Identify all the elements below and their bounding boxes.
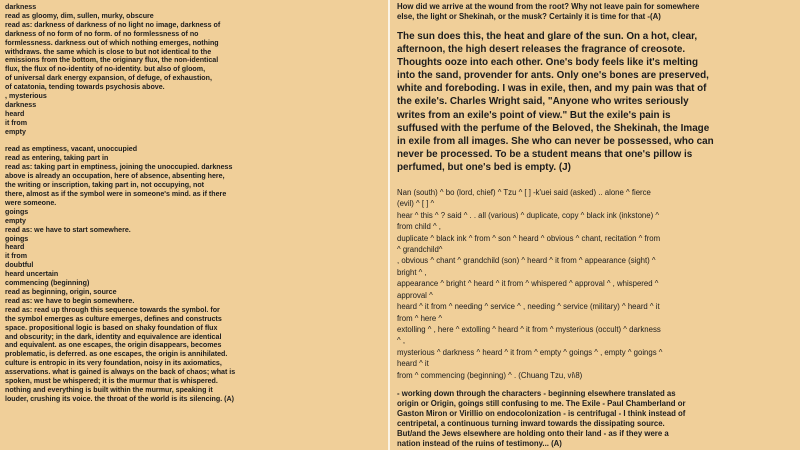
desert-exile-passage [397,30,795,174]
text-line: from ^ commencing (beginning) ^ . (Chuang Tzu, vi\8) [397,370,583,380]
text-line: origin or Origin, goings still confusing to me. The Exile - Paul Chamberland or [397,399,686,409]
text-line: goings [5,234,29,243]
text-line: empty [5,216,26,225]
text-line: doubtful [5,261,34,270]
text-line: were someone. [5,198,57,207]
text-line: read as: read up through this sequence towards the symbol. for [5,305,220,314]
text-line: white and foreboding. I was in exile, then, and my pain was that of [397,83,707,95]
text-line: afternoon, the high desert releases the fragrance of creosote. [397,44,686,56]
text-line: flux, the flux of no-identity of no-identity. but also of gloom, [5,65,206,74]
text-line: spoken, must be whispered; it is the murmur that is whispered. [5,377,218,386]
text-line: nothing and everything is built within the murmur, speaking it [5,385,213,394]
column-divider [388,0,390,450]
text-line: formlessness. darkness out of which nothing emerges, nothing [5,38,219,47]
left-paragraph [5,145,383,403]
text-line: louder, crushing its voice. the throat of the world is its silencing. (A) [5,394,234,403]
text-line: Gaston Miron or Virillio on endocolonization - is centrifugal - I think instead of [397,409,686,419]
text-line: there, almost as if the symbol were in someone's mind. as if there [5,190,227,199]
text-line: read as entering, taking part in [5,154,109,163]
text-line: from ^ here ^ [397,313,443,323]
text-line: of universal dark energy expansion, of defuge, of exhaustion, [5,74,212,83]
text-line: ^ grandchild^ [397,245,443,255]
text-line: (evil) ^ [ ] ^ [397,199,435,209]
text-line: and equivalent. as one escapes, the origin disappears, becomes [5,341,222,350]
text-line: else, the light or Shekinah, or the musk? Certainly it is time for that -(A) [397,12,661,21]
text-line: asservations. what is gained is always on the back of chaos; what is [5,368,236,377]
text-line: Nan (south) ^ bo (lord, chief) ^ Tzu ^ [ ] -k'uei said (asked) .. alone ^ fierce [397,188,651,198]
text-line: duplicate ^ black ink ^ from ^ son ^ heard ^ obvious ^ chant, recitation ^ from [397,233,661,243]
text-line: , mysterious [5,92,47,101]
text-line: the symbol emerges as culture emerges, defines and constructs [5,314,222,323]
text-line: read as emptiness, vacant, unoccupied [5,145,138,154]
text-line: nation instead of the ruins of testimony... (A) [397,439,562,449]
text-line: appearance ^ bright ^ heard ^ it from ^ whispered ^ approval ^ , whispered ^ [397,279,659,289]
left-paragraph [5,3,383,137]
paragraph-gap [5,137,383,146]
text-line: hear ^ this ^ ? said ^ . . all (various) ^ duplicate, copy ^ black ink (inkstone) ^ [397,210,660,220]
text-line: emissions from the bottom, the originary flux, the non-identical [5,56,219,65]
text-line: heard uncertain [5,270,59,279]
text-line: the exile's. Charles Wright said, "Anyone who writes seriously [397,96,689,108]
text-line: centripetal, a continuous turning inward towards the dissipating source. [397,419,665,429]
text-line: read as gloomy, dim, sullen, murky, obscure [5,11,154,20]
text-line: and obscurity; in the dark, identity and equivalence are identical [5,332,222,341]
text-line: space. propositional logic is based on shaky foundation of flux [5,323,218,332]
text-line: from child ^ , [397,222,441,232]
text-line: read as: darkness of darkness of no light no image, darkness of [5,20,221,29]
text-line: darkness [5,100,37,109]
intro-question [397,2,795,22]
text-line: it from [5,118,28,127]
text-line: mysterious ^ darkness ^ heard ^ it from ^ empty ^ goings ^ , empty ^ goings ^ [397,347,663,357]
text-line: darkness [5,3,37,11]
text-line: goings [5,207,29,216]
text-line: above is already an occupation, here of absence, absenting here, [5,172,225,181]
text-line: read as: taking part in emptiness, joining the unoccupied. darkness [5,163,233,172]
text-line: heard [5,109,25,118]
text-line: heard ^ it [397,359,429,369]
text-line: problematic, is deferred. as one escapes, the origin is annihilated. [5,350,228,359]
text-line: suffused with the perfume of the Beloved, the Shekinah, the Image [397,122,710,134]
text-line: read as: we have to start somewhere. [5,225,131,234]
right-text-column [397,2,795,450]
text-line: - working down through the characters - beginning elsewhere translated as [397,388,676,398]
character-translation-block [397,187,795,381]
text-line: the writing or inscription, taking part in, not occupying, not [5,181,205,190]
text-line: read as beginning, origin, source [5,287,117,296]
text-line: perfumed, but one's bed is empty. (J) [397,161,571,173]
text-line: culture is entropic in its very foundation, noisy in its axiomatics, [5,359,222,368]
text-line: But/and the Jews elsewhere are holding onto their land - as if they were a [397,429,669,439]
text-line: it from [5,252,28,261]
text-line: in exile from all images. She who can never be possessed, who can [397,135,714,147]
text-line: heard [5,243,25,252]
text-line: approval ^ [397,290,433,300]
text-line: writes from an exile's point of view." But the exile's pain is [397,109,671,121]
closing-commentary [397,389,795,450]
text-line: read as: we have to begin somewhere. [5,296,135,305]
text-line: darkness of no form of no form. of no formlessness of no [5,29,199,38]
text-line: commencing (beginning) [5,279,90,288]
text-line: withdraws. the same which is close to but not identical to the [5,47,212,56]
text-line: How did we arrive at the wound from the root? Why not leave pain for somewhere [397,2,700,11]
text-line: bright ^ , [397,267,427,277]
text-line: heard ^ it from ^ needing ^ service ^ , needing ^ service (military) ^ heard ^ it [397,302,660,312]
text-line: ^ , [397,336,405,346]
text-line: The sun does this, the heat and glare of the sun. On a hot, clear, [397,31,698,42]
text-line: extolling ^ , here ^ extolling ^ heard ^ it from ^ mysterious (occult) ^ darkness [397,324,661,334]
text-line: , obvious ^ chant ^ grandchild (son) ^ heard ^ it from ^ appearance (sight) ^ [397,256,656,266]
text-line: Thoughts ooze into each other. One's body feels like it's melting [397,57,698,69]
text-line: empty [5,127,26,136]
text-line: never be processed. To be a student means that one's pillow is [397,148,693,160]
text-line: into the sand, provender for ants. Only one's bones are preserved, [397,70,709,82]
left-text-column [5,3,383,404]
text-line: of catatonia, tending towards psychosis above. [5,83,165,92]
